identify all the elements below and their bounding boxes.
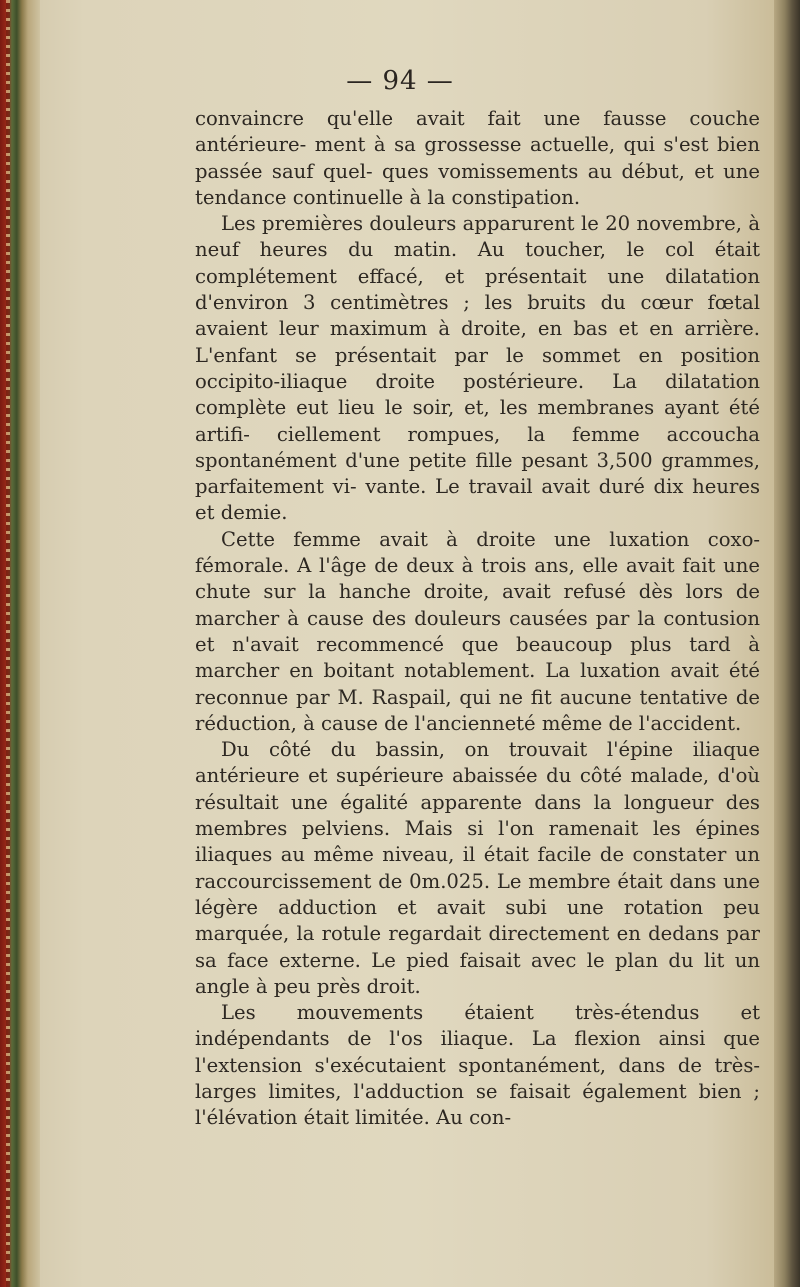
page-number-header: — 94 — [346, 66, 454, 96]
paragraph-2: Les premières douleurs apparurent le 20 novembre, à neuf heures du matin. Au toucher, le col était complétement effacé, et présentait une dilatation d'environ 3 centimètres ; les bruits du cœur fœtal avaient leur maximum à droite, en bas et en arrière. L'enfant se présentait par le sommet en position occipito-iliaque droite postérieure. La dilatation complète eut lieu le soir, et, les membranes ayant été artifi- ciellement rompues, la femme accoucha spontanément d'une petite fille pesant 3,500 grammes, parfaitement vi- vante. Le travail avait duré dix heures et demie. [195, 212, 760, 525]
paragraph-5: Les mouvements étaient très-étendus et indépendants de l'os iliaque. La flexion ainsi que l'extension s'exécutaient spontanément, dans de très-larges limites, l'adduction se faisait également bien ; l'élévation était limitée. Au con- [195, 1001, 760, 1130]
paragraph-3: Cette femme avait à droite une luxation coxo-fémorale. A l'âge de deux à trois ans, elle avait fait une chute sur la hanche droite, avait refusé dès lors de marcher à cause des douleurs causées par la contusion et n'avait recommencé que beaucoup plus tard à marcher en boitant notablement. La luxation avait été reconnue par M. Raspail, qui ne fit aucune tentative de réduction, à cause de l'ancienneté même de l'accident. [195, 527, 760, 735]
paragraph-4: Du côté du bassin, on trouvait l'épine iliaque antérieure et supérieure abaissée du côté malade, d'où résultait une égalité apparente dans la longueur des membres pelviens. Mais si l'on ramenait les épines iliaques au même niveau, il était facile de constater un raccourcissement de 0m.025. Le membre était dans une légère adduction et avait subi une rotation peu marquée, la rotule regardait directement en dedans par sa face externe. Le pied faisait avec le plan du lit un angle à peu près droit. [195, 738, 760, 998]
paragraph-1: convaincre qu'elle avait fait une fausse couche antérieure- ment à sa grossesse actuelle, qui s'est bien passée sauf quel- ques vomissements au début, et une tendance continuelle à la constipation. [195, 107, 760, 209]
page-edge-shadow [774, 0, 800, 1287]
book-binding [0, 0, 40, 1287]
page-body [195, 106, 760, 1132]
